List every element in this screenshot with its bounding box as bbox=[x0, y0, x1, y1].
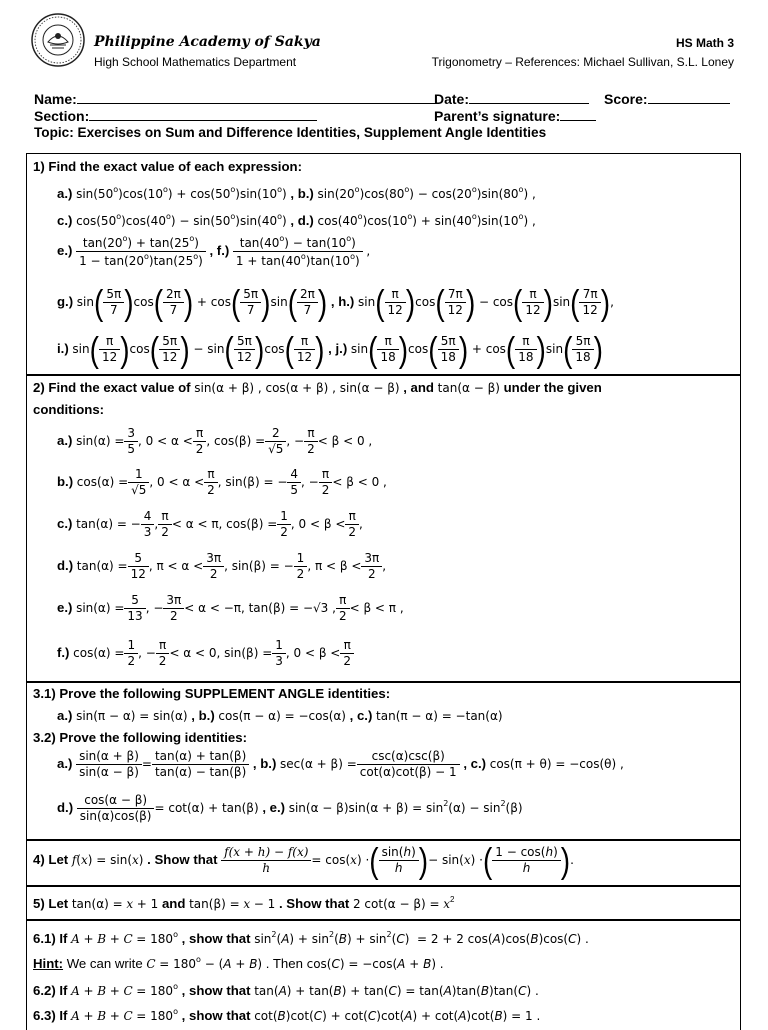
problem-3-1-items: a.) sin(π − α) = sin(α) , b.) cos(π − α) = −cos(α) , c.) tan(π − α) = −tan(α) bbox=[57, 708, 503, 723]
problem-3-2-row-abc: a.) $\frac{\sin(\alpha + \beta)}{\sin(\alpha - \beta)}$ = $\frac{\tan(\alpha) + \tan(\beta)}{\tan(\alpha) - \tan(\beta)}$ , b.) sec(α + β) = $\frac{\csc(\alpha)\csc(\beta)}{\cot(\alpha)\cot(\beta) - 1}$ , c.) cos(π + θ) = −cos(θ) , bbox=[57, 749, 624, 779]
problem-2-a: a.) sin(α) = $\frac{3}{5}$ , 0 < α < $\frac{\pi}{2}$ , cos(β) = $\frac{2}{√5}$ , − $\frac{\pi}{2}$ < β < 0 , bbox=[57, 426, 373, 456]
topic-heading: Topic: Exercises on Sum and Difference Identities, Supplement Angle Identities bbox=[34, 125, 547, 140]
problem-3-1-heading: 3.1) Prove the following SUPPLEMENT ANGLE identities: bbox=[33, 686, 391, 701]
references: Trigonometry – References: Michael Sullivan, S.L. Loney bbox=[431, 55, 734, 69]
problem-2-box bbox=[26, 375, 741, 682]
course-title: HS Math 3 bbox=[675, 36, 734, 50]
problem-1-heading: 1) Find the exact value of each expression: bbox=[33, 159, 302, 174]
name-field[interactable] bbox=[34, 90, 435, 107]
problem-2-c: c.) tan(α) = − $\frac{4}{3}$ , $\frac{\pi}{2}$ < α < π, cos(β) = $\frac{1}{2}$ , 0 < β < $\frac{\pi}{2}$ , bbox=[57, 509, 363, 539]
problem-2-f: f.) cos(α) = $\frac{1}{2}$ , − $\frac{\pi}{2}$ < α < 0, sin(β) = $\frac{1}{3}$ , 0 < β < $\frac{\pi}{2}$ bbox=[57, 638, 354, 669]
problem-3-box bbox=[26, 682, 741, 840]
section-field[interactable] bbox=[34, 107, 317, 124]
date-label: Date: bbox=[434, 91, 470, 107]
name-label: Name: bbox=[34, 91, 77, 107]
problem-2-heading-cont: conditions: bbox=[33, 402, 105, 417]
problem-1-row-ef: e.) $\frac{\tan(20^o) + \tan(25^o)}{1 - \tan(20^o)\tan(25^o)}$ , f.) $\frac{\tan(40^o) - \tan(10^o)}{1 + \tan(40^o)\tan(10^o)}$ , bbox=[57, 234, 371, 268]
problem-6-3: 6.3) If $A + B + C = 180^o$ , show that cot(B)cot(C) + cot(C)cot(A) + cot(A)cot(B) = 1 . bbox=[33, 1007, 541, 1023]
problem-1-row-ij: i.) sin( $\frac{\pi}{12}$ )cos( $\frac{5\pi}{12}$ ) − sin( $\frac{5\pi}{12}$ )cos( $\frac{\pi}{12}$ ) , j.) sin( $\frac{\pi}{18}$ )cos( $\frac{5\pi}{18}$ ) + cos( $\frac{\pi}{18}$ )sin( $\frac{5\pi}{18}$ ) bbox=[57, 329, 603, 369]
score-field[interactable] bbox=[604, 90, 730, 107]
problem-2-heading: 2) Find the exact value of sin(α + β) , cos(α + β) , sin(α − β) , and tan(α − β) under the given bbox=[33, 380, 602, 395]
problem-1-row-ab: a.) $\sin(50^o)\cos(10^o) + \cos(50^o)\sin(10^o)$ , b.) $\sin(20^o)\cos(80^o) - \cos(20^o)\sin(80^o)$ , bbox=[57, 185, 536, 201]
problem-6-2: 6.2) If $A + B + C = 180^o$ , show that tan(A) + tan(B) + tan(C) = tan(A)tan(B)tan(C) . bbox=[33, 982, 539, 998]
school-name: Philippine Academy of Sakya bbox=[94, 34, 321, 50]
problem-1-row-cd: c.) $\cos(50^o)\cos(40^o) - \sin(50^o)\sin(40^o)$ , d.) $\cos(40^o)\cos(10^o) + \sin(40^o)\sin(10^o)$ , bbox=[57, 212, 536, 228]
problem-6-box bbox=[26, 920, 741, 1030]
problem-2-e: e.) sin(α) = $\frac{5}{13}$ , − $\frac{3\pi}{2}$ < α < −π, tan(β) = −√3 , $\frac{\pi}{2}$ < β < π , bbox=[57, 593, 404, 623]
problem-4-box bbox=[26, 840, 741, 886]
problem-5-statement: 5) Let tan(α) = x + 1 and tan(β) = x − 1 . Show that 2 $\cot(\alpha - \beta) = x^2$ bbox=[33, 895, 455, 911]
problem-1-box bbox=[26, 153, 741, 375]
department-name: High School Mathematics Department bbox=[94, 55, 297, 69]
parent-signature-field[interactable] bbox=[434, 107, 596, 124]
problem-4-statement: 4) Let f(x) = sin(x) . Show that $\frac{f(x + h) - f(x)}{h}$ = cos(x) ·( $\frac{\sin(h)}{h}$ )− sin(x) ·( $\frac{1 - \cos(h)}{h}$ ). bbox=[33, 840, 574, 880]
date-field[interactable] bbox=[434, 90, 589, 107]
problem-5-box bbox=[26, 886, 741, 920]
problem-3-2-row-de: d.) $\frac{\cos(\alpha - \beta)}{\sin(\alpha)\cos(\beta)}$ = cot(α) + tan(β) , e.) $\sin(\alpha - \beta)\sin(\alpha + \beta) = \sin^2(\alpha) - \sin^2(\beta)$ bbox=[57, 793, 523, 823]
problem-1-row-gh: g.) sin( $\frac{5\pi}{7}$ )cos( $\frac{2\pi}{7}$ ) + cos( $\frac{5\pi}{7}$ )sin( $\frac{2\pi}{7}$ ) , h.) sin( $\frac{\pi}{12}$ )cos( $\frac{7\pi}{12}$ ) − cos( $\frac{\pi}{12}$ )sin( $\frac{7\pi}{12}$ ), bbox=[57, 282, 614, 322]
score-label: Score: bbox=[604, 91, 648, 107]
school-seal-logo bbox=[30, 12, 86, 68]
parent-signature-label: Parent’s signature: bbox=[434, 108, 561, 124]
problem-2-d: d.) tan(α) = $\frac{5}{12}$ , π < α < $\frac{3\pi}{2}$ , sin(β) = − $\frac{1}{2}$ , π < β < $\frac{3\pi}{2}$ , bbox=[57, 551, 387, 581]
problem-6-hint: Hint: We can write $C = 180^o - (A + B)$ . Then cos(C) = −cos(A + B) . bbox=[33, 955, 444, 971]
problem-3-2-heading: 3.2) Prove the following identities: bbox=[33, 730, 247, 745]
problem-6-1: 6.1) If $A + B + C = 180^o$ , show that $\sin^2(A) + \sin^2(B) + \sin^2(C) = 2 + 2$ cos(A)cos(B)cos(C) . bbox=[33, 930, 589, 946]
problem-2-b: b.) cos(α) = $\frac{1}{√5}$ , 0 < α < $\frac{\pi}{2}$ , sin(β) = − $\frac{4}{5}$ , − $\frac{\pi}{2}$ < β < 0 , bbox=[57, 467, 387, 497]
section-label: Section: bbox=[34, 108, 90, 124]
